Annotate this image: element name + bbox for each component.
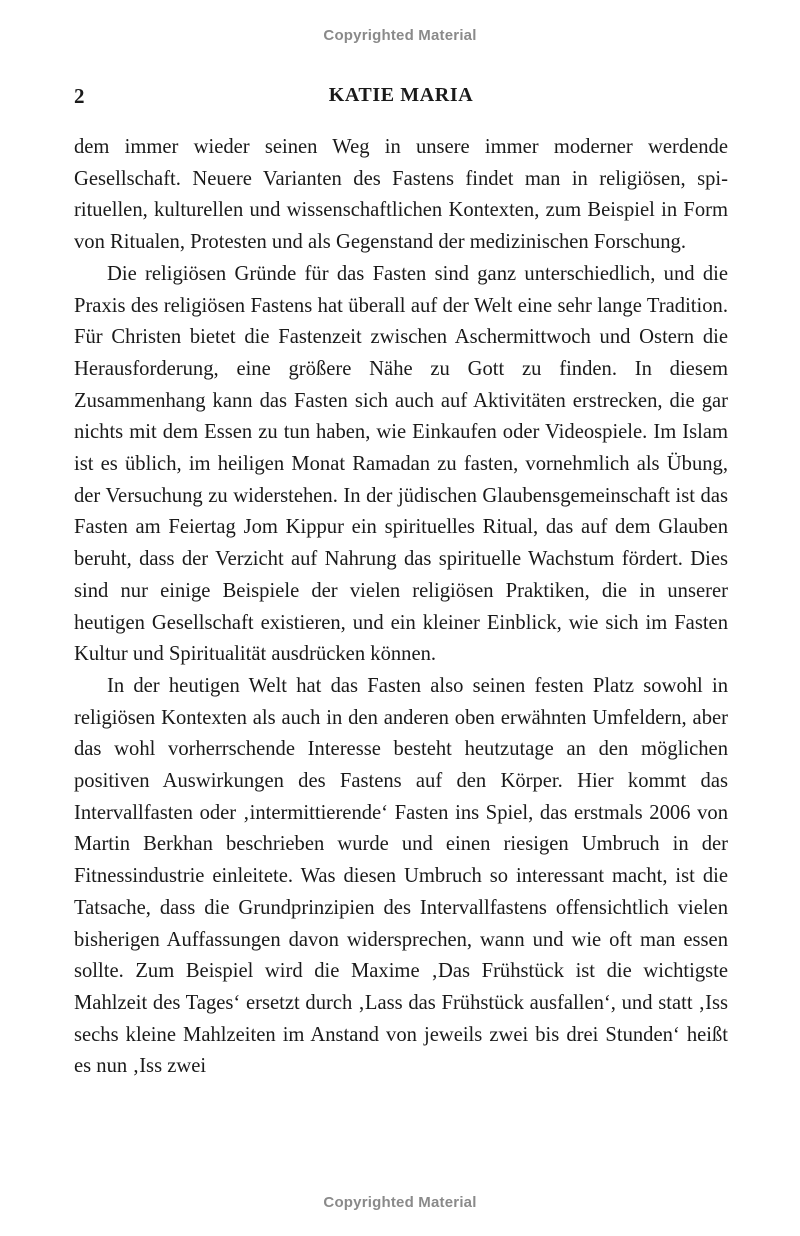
book-title: KATIE MARIA [328,84,474,106]
running-header [74,84,728,110]
copyright-watermark-bottom: Copyrighted Material [323,1194,477,1211]
copyright-watermark-top: Copyrighted Material [323,27,477,44]
paragraph-3: In der heutigen Welt hat das Fasten also seinen festen Platz sowohl in religiösen Kontexten als auch in den anderen oben erwähnten Umfeldern, aber das wohl vorherrschende Interesse besteht heutzutage an den möglichen positiven Auswirkungen des Fastens auf den Körper. Hier kommt das Intervallfasten oder ‚intermittierende‘ Fasten ins Spiel, das erstmals 2006 von Martin Berkhan beschrieben wurde und einen riesigen Umbruch in der Fitnessindustrie einleitete. Was diesen Umbruch so interessant macht, ist die Tatsache, dass die Grundprinzipien des Intervallfastens offensichtlich vielen bisherigen Auffassungen davon widersprechen, wann und wie oft man essen sollte. Zum Beispiel wird die Maxime ‚Das Frühstück ist die wichtigste Mahlzeit des Tages‘ ersetzt durch ‚Lass das Frühstück ausfallen‘, und statt ‚Iss sechs kleine Mahlzeiten im Anstand von jeweils zwei bis drei Stunden‘ heißt es nun ‚Iss zwei [74,674,728,1078]
body-text [74,132,728,1083]
page-number: 2 [74,84,85,108]
paragraph-2: Die religiösen Gründe für das Fasten sind ganz unterschiedlich, und die Praxis des religiösen Fastens hat überall auf der Welt eine sehr lange Tradition. Für Christen bietet die Fastenzeit zwischen Aschermittwoch und Ostern die Herausforderung, eine größere Nähe zu Gott zu finden. In diesem Zusammenhang kann das Fasten sich auch auf Aktivitäten erstrecken, die gar nichts mit dem Essen zu tun haben, wie Einkaufen oder Videospiele. Im Islam ist es üblich, im heiligen Monat Ramadan zu fasten, vornehmlich als Übung, der Versuchung zu widerstehen. In der jüdischen Glaubensgemeinschaft ist das Fasten am Feiertag Jom Kippur ein spirituelles Ritual, das auf dem Glauben beruht, dass der Verzicht auf Nahrung das spirituelle Wachstum fördert. Dies sind nur einige Beispiele der vielen religiösen Praktiken, die in unserer heutigen Gesellschaft existieren, und ein kleiner Einblick, wie sich im Fasten Kultur und Spiritualität ausdrücken können. [74,262,728,666]
paragraph-1: dem immer wieder seinen Weg in unsere immer moderner werdende Gesellschaft. Neuere Varianten des Fastens findet man in religiösen, spirituellen, kulturellen und wissenschaftlichen Kontexten, zum Beispiel in Form von Ritualen, Protesten und als Gegenstand der medizinischen Forschung. [74,136,728,254]
